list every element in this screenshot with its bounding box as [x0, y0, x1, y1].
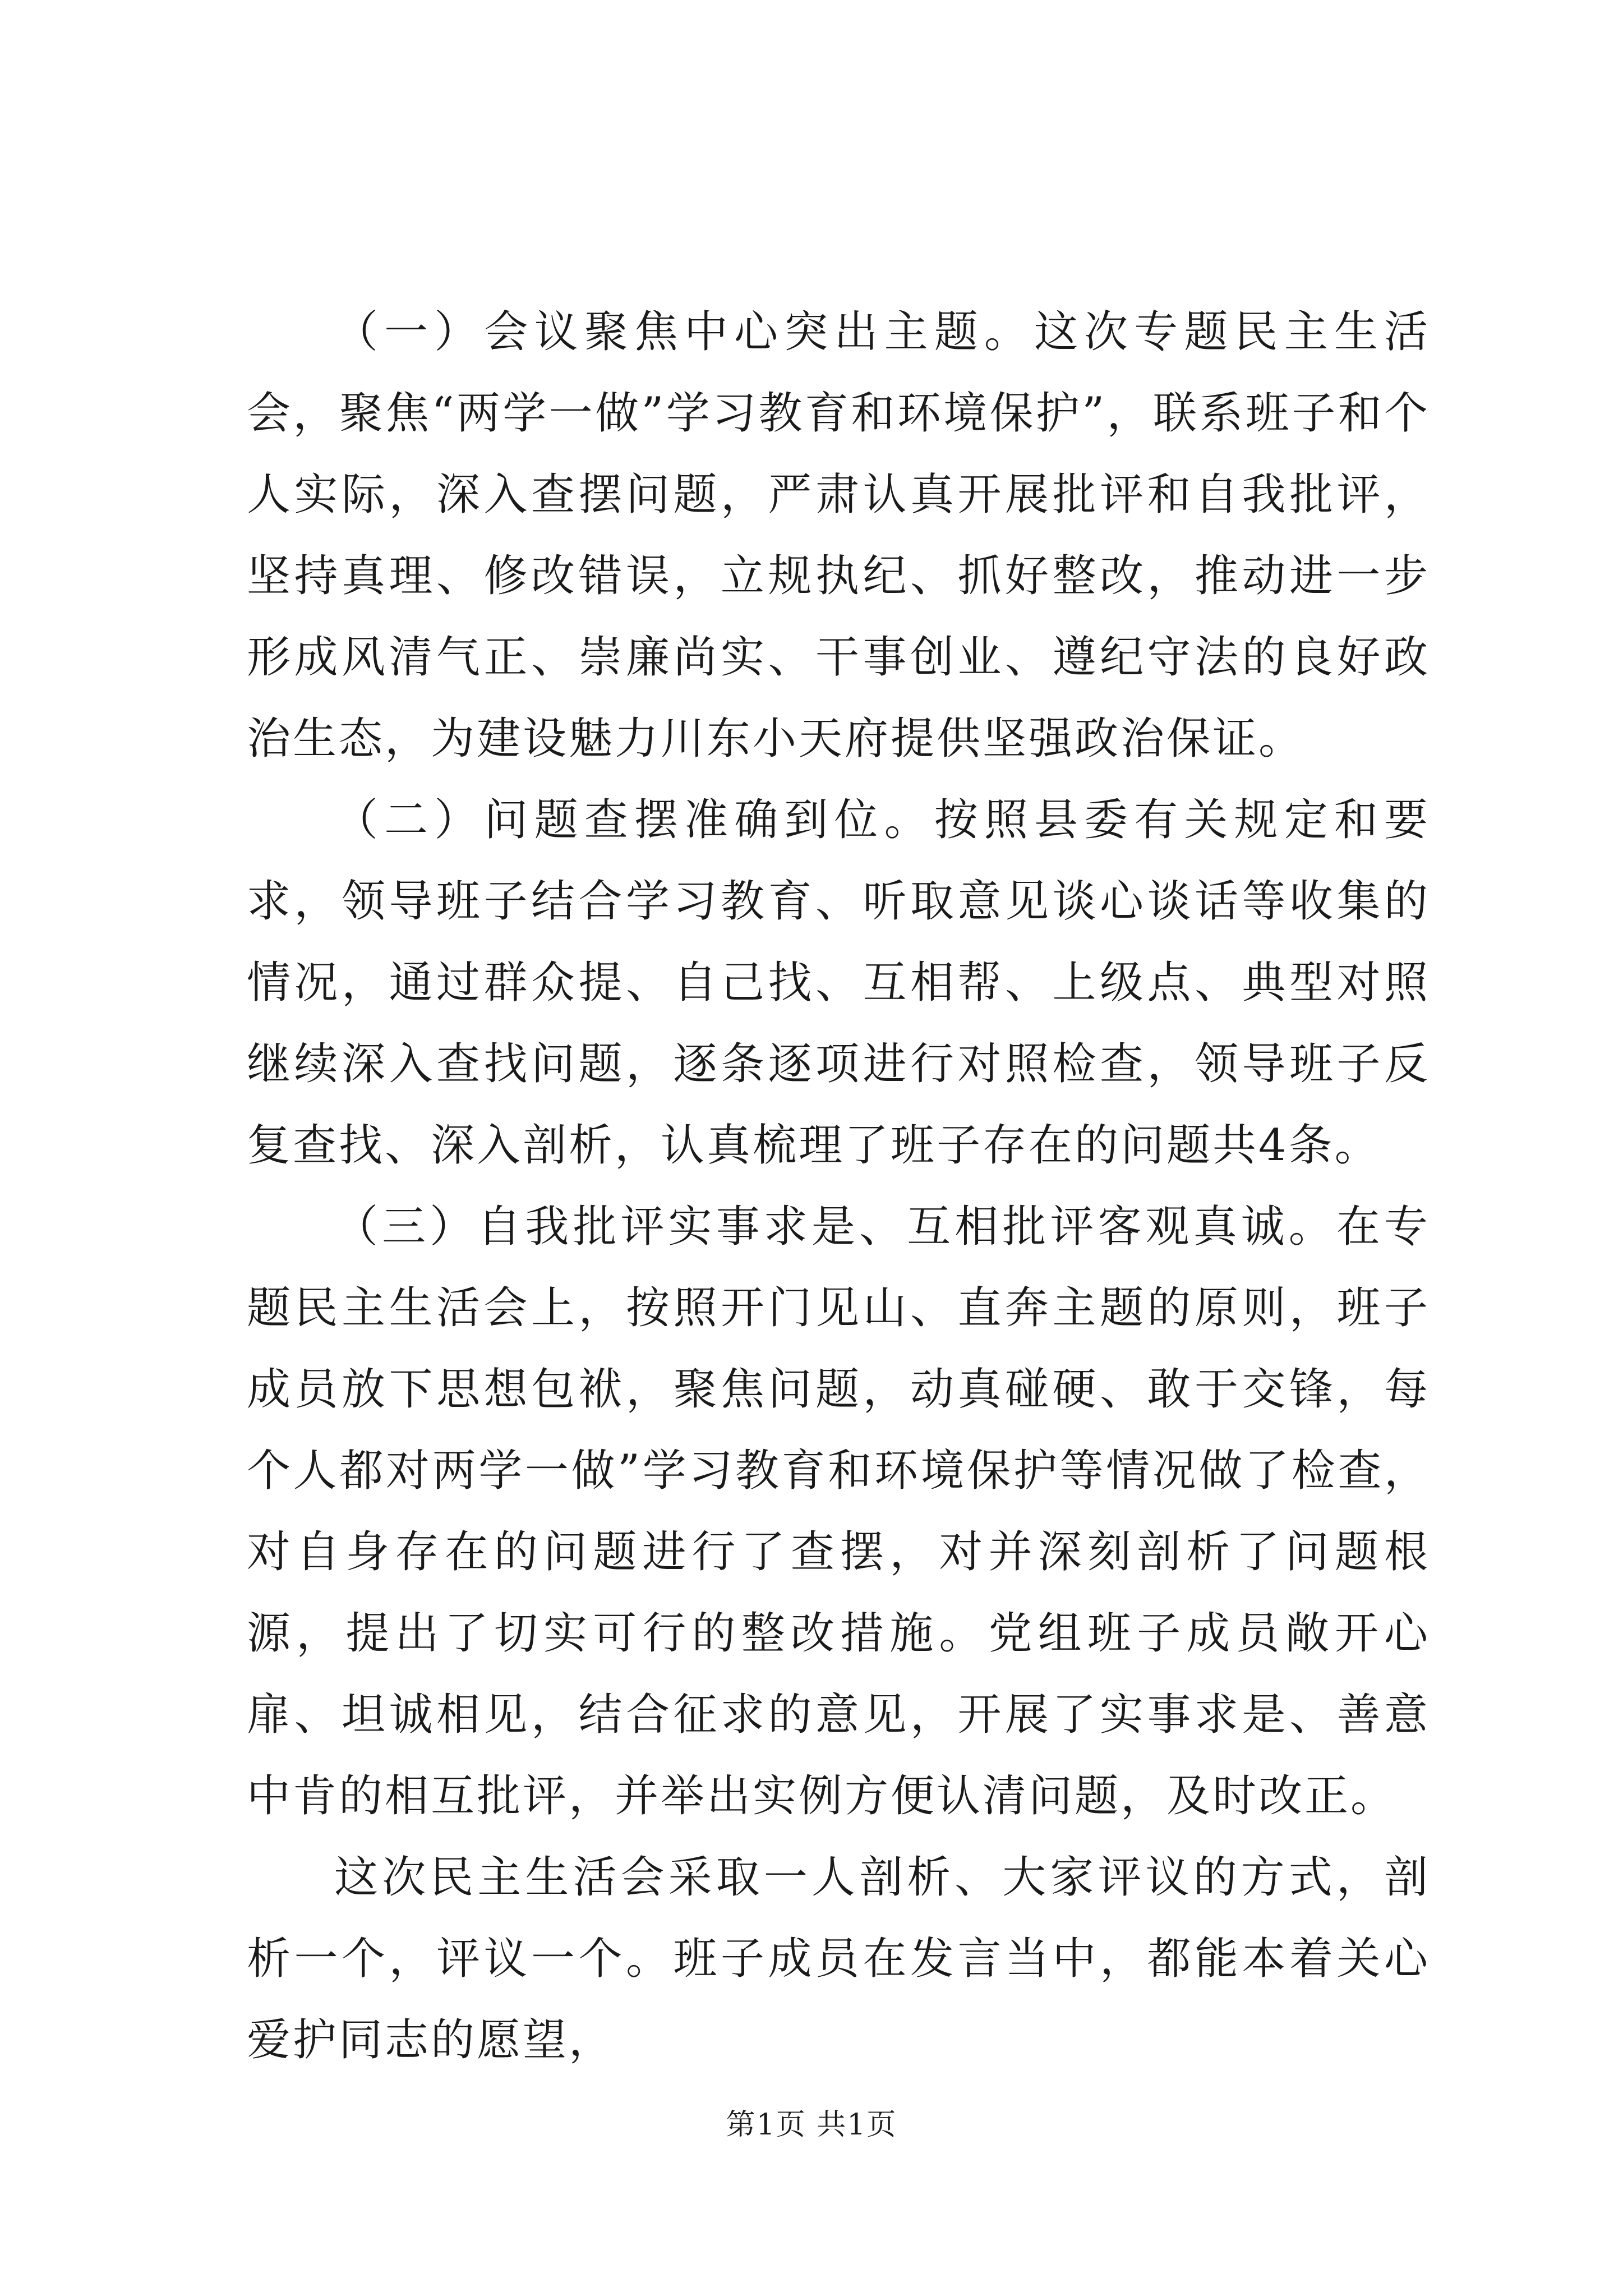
- paragraph-self-criticism: （三）自我批评实事求是、互相批评客观真诚。在专题民主生活会上，按照开门见山、直奔主题的原则，班子成员放下思想包袱，聚焦问题，动真碰硬、敢于交锋，每个人都对两学一做”学习教育和环境保护等情况做了检查，对自身存在的问题进行了查摆，对并深刻剖析了问题根源，提出了切实可行的整改措施。党组班子成员敞开心扉、坦诚相见，结合征求的意见，开展了实事求是、善意中肯的相互批评，并举出实例方便认清问题，及时改正。: [247, 1202, 1430, 1821]
- document-body: [247, 292, 1430, 2081]
- paragraph-problem-review: （二）问题查摆准确到位。按照县委有关规定和要求，领导班子结合学习教育、听取意见谈心谈话等收集的情况，通过群众提、自己找、互相帮、上级点、典型对照继续深入查找问题，逐条逐项进行对照检查，领导班子反复查找、深入剖析，认真梳理了班子存在的问题共4条。: [247, 795, 1430, 1171]
- paragraph-meeting-focus: （一）会议聚焦中心突出主题。这次专题民主生活会，聚焦“两学一做”学习教育和环境保护”，联系班子和个人实际，深入查摆问题，严肃认真开展批评和自我批评，坚持真理、修改错误，立规执纪、抓好整改，推动进一步形成风清气正、崇廉尚实、干事创业、遵纪守法的良好政治生态，为建设魅力川东小天府提供坚强政治保证。: [247, 307, 1430, 764]
- page-footer: 第1页 共1页: [726, 2108, 897, 2142]
- paragraph-meeting-method: 这次民主生活会采取一人剖析、大家评议的方式，剖析一个，评议一个。班子成员在发言当中，都能本着关心爱护同志的愿望，: [247, 1852, 1430, 2065]
